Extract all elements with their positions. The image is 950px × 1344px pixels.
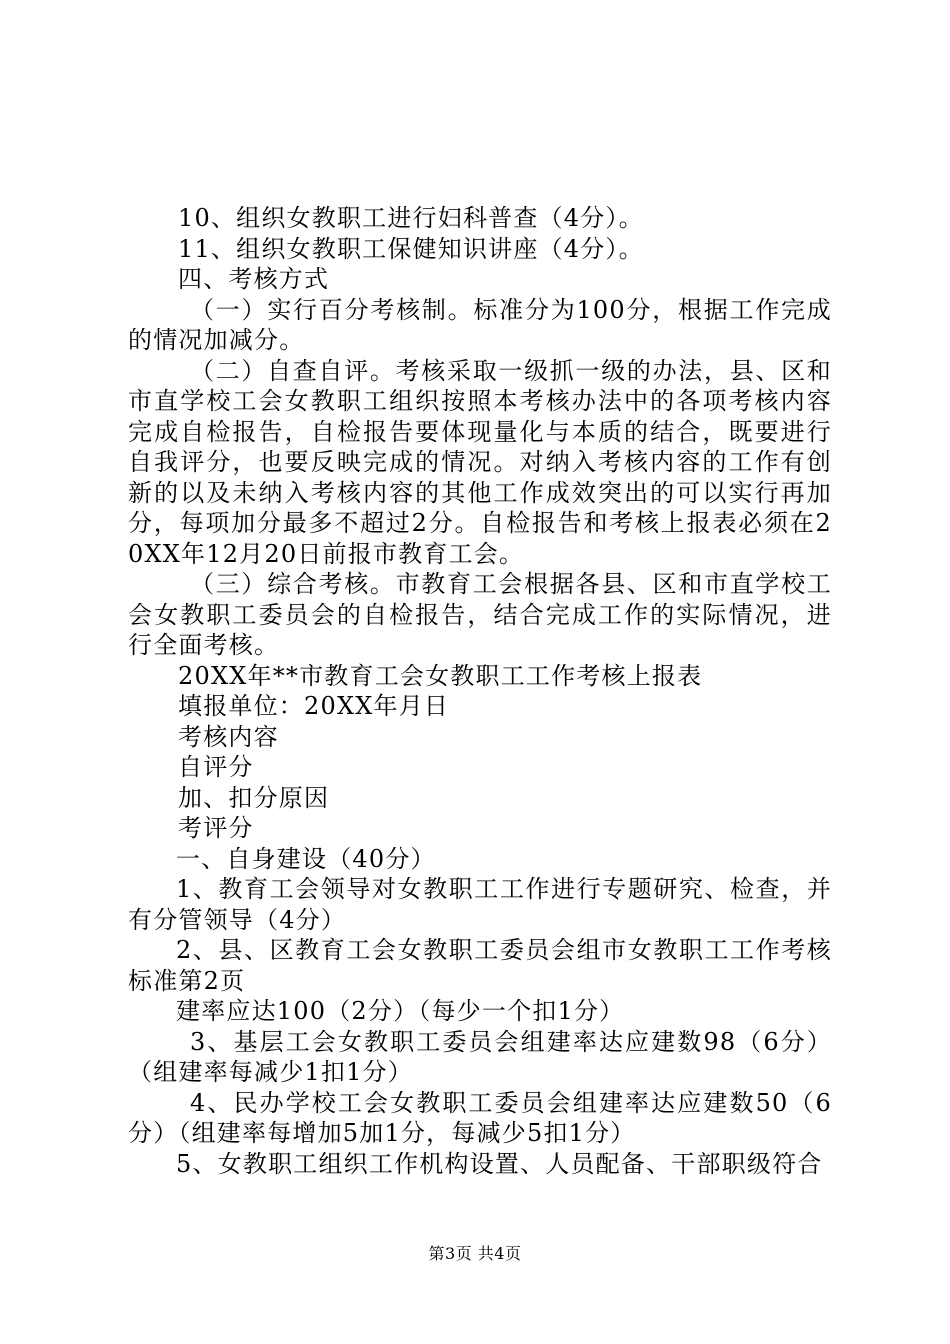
report-unit-line: 填报单位：20XX年月日 xyxy=(178,692,450,720)
section-heading-assessment-method: 四、考核方式 xyxy=(178,265,330,293)
column-assessment-content: 考核内容 xyxy=(178,722,279,751)
column-self-score: 自评分 xyxy=(178,753,254,781)
paragraph-scoring-system: （一）实行百分考核制。标准分为100分，根据工作完成的情况加减分。 xyxy=(128,295,832,354)
paragraph-self-check: （二）自查自评。考核采取一级抓一级的办法，县、区和市直学校工会女教职工组织按照本考核办法中的各项考核内容完成自检报告，自检报告要体现量化与本质的结合，既要进行自我评分，也要反映完成的情况。对纳入考核内容的工作有创新的以及未纳入考核内容的其他工作成效突出的可以实行再加分，每项加分最多不超过2分。自检报告和考核上报表必须在20XX年12月20日前报市教育工会。 xyxy=(128,356,832,568)
criterion-4: 4、民办学校工会女教职工委员会组建率达应建数50（6分）（组建率每增加5加1分，每减少5扣1分） xyxy=(128,1088,832,1147)
paragraph-comprehensive-assessment: （三）综合考核。市教育工会根据各县、区和市直学校工会女教职工委员会的自检报告，结合完成工作的实际情况，进行全面考核。 xyxy=(128,570,832,659)
document-body xyxy=(128,203,832,1179)
page-footer: 第3页 共4页 xyxy=(428,1244,522,1263)
column-evaluation-score: 考评分 xyxy=(178,814,254,842)
column-adjust-reason: 加、扣分原因 xyxy=(178,783,330,812)
criterion-1: 1、教育工会领导对女教职工工作进行专题研究、检查，并有分管领导（4分） xyxy=(128,875,832,934)
criterion-5: 5、女教职工组织工作机构设置、人员配备、干部职级符合 xyxy=(176,1149,823,1178)
section-self-construction: 一、自身建设（40分） xyxy=(176,844,436,873)
item-10: 10、组织女教职工进行妇科普查（4分）。 xyxy=(178,204,644,232)
criterion-2: 2、县、区教育工会女教职工委员会组市女教职工工作考核标准第2页 xyxy=(128,936,832,995)
criterion-2-continued: 建率应达100（2分）（每少一个扣1分） xyxy=(176,997,625,1025)
criterion-3: 3、基层工会女教职工委员会组建率达应建数98（6分）（组建率每减少1扣1分） xyxy=(128,1027,832,1086)
report-form-title: 20XX年**市教育工会女教职工工作考核上报表 xyxy=(178,661,703,690)
item-11: 11、组织女教职工保健知识讲座（4分）。 xyxy=(178,234,644,263)
